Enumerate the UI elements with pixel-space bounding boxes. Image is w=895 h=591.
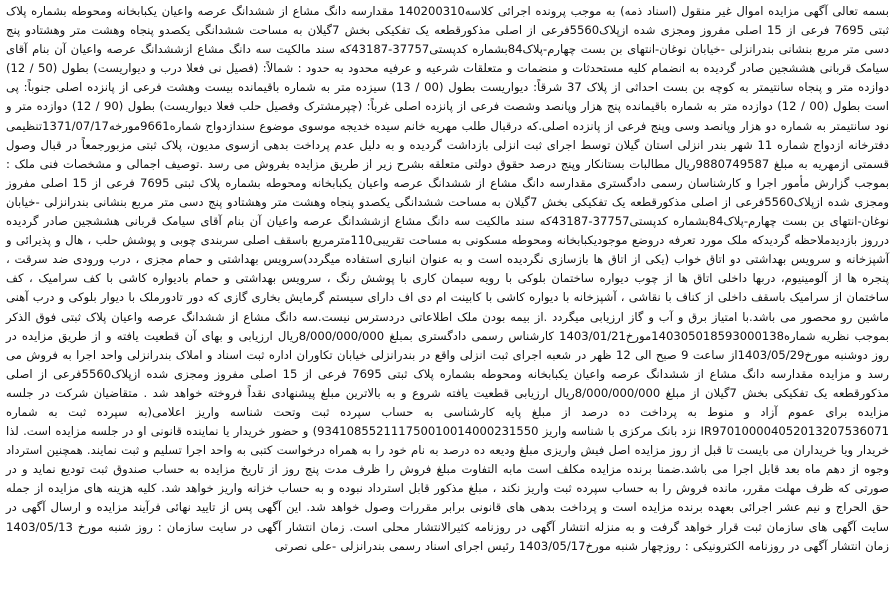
auction-notice-text: بسمه تعالی آگهی مزایده اموال غیر منقول (اسناد ذمه) به موجب پرونده اجرائی کلاسه140200310 مقدارسه دانگ مشاع از ششدانگ عرصه واعیان یکبابخانه ومحوطه بشماره پلاک ثبتی 7695 فرعی از 15 اصلی مفروز ومجزی شده ازپلاک5560فرعی از اصلی مذکورقطعه یک تفکیکی بخش 7گیلان به مساحت ششدانگی یکصدو پنجاه وهشت متر وهشتادو پنج دسی متر مربع بنشانی بندرانزلی -خیابان نوغان-انتهای بن بست چهارم-پلاک84بشماره کدپستی37757-43187که سند مالکیت سه دانگ مشاع ازششدانگ عرصه واعیان آن بنام آقای سیامک قربانی هششجین صادر گردیده به انضمام کلیه مستحدثات و منضمات و متعلقات شرعیه و عرفیه محدود به حدود : شمالاً: (فصیل نی فعلا درب و دیواریست) بطول (50 / 12) دوازده متر و پنجاه سانتیمتر به کوچه بن بست احداثی از پلاک 37 شرقاً: دیواریست بطول (00 / 13) سیزده متر به شماره باقیمانده بیست وهشت فرعی از پانزده اصلی جنوباً: پی است بطول (00 / 12) دوازده متر به شماره باقیمانده پنج هزار وپانصد وشصت فرعی از پانزده اصلی غرباً: (چپرمشترک وفصیل حلب فعلا دیواریست) بطول (90 / 12) دوازده متر و نود سانتیمتر به شماره دو هزار وپانصد وسی وپنج فرعی از پانزده اصلی.که درقبال طلب مهریه خانم سیده خدیجه موسوی موضوع سندازدواج شماره9661مورخه1371/07/17تنظیمی دفترخانه ازدواج شماره 11 شهر بندر انزلی استان گیلان توسط اجرای ثبت انزلی بازداشت گردیده و به دلیل عدم پرداخت بدهی ازسوی مدیون، پلاک ثبتی مزبورجمعاً در قبال وصول قسمتی ازمهریه به مبلغ 9880749587ریال مطالبات بستانکار وپنج درصد حقوق دولتی متعلقه بشرح زیر از طریق مزایده بفروش می رسد .توصیف اجمالی و مشخصات فنی ملک : بموجب گزارش مأمور اجرا و کارشناسان رسمی دادگستری مقدارسه دانگ مشاع از ششدانگ عرصه واعیان یکبابخانه ومحوطه بشماره پلاک ثبتی 7695 فرعی از 15 اصلی مفروز ومجزی شده ازپلاک5560فرعی از اصلی مذکورقطعه یک تفکیکی بخش 7گیلان به مساحت ششدانگی یکصدو پنجاه وهشت متر وهشتادو پنج دسی متر مربع بنشانی بندرانزلی -خیابان نوغان-انتهای بن بست چهارم-پلاک84بشماره کدپستی37757-43187که سند مالکیت سه دانگ مشاع ازششدانگ عرصه واعیان آن بنام آقای سیامک قربانی هششجین صادر گردیده درروز بازدیدملاحظه گردیدکه ملک مورد تعرفه دروضع موجودیکبابخانه ومحوطه مسکونی به مساحت تقریبی110مترمربع باسقف اصلی سربندی چوبی و پوشش حلب ، هال و پذیرائی و آشپزخانه و سرویس بهداشتی دو اتاق خواب (یکی از اتاق ها بازسازی نگردیده است و به عنوان انباری استفاده میگردد)سرویس بهداشتی و حمام مجزی ، درب ورودی ضد سرقت ، پنجره ها از آلومینیوم، دربها داخلی اتاق ها از چوب دیواره ساختمان بلوکی با رویه سیمان کاری با پوشش رنگ ، سرویس بهداشتی و حمام بادیواره کاشی با کف سرامیک ، کف ساختمان از سرامیک باسقف داخلی از کناف با نقاشی ، آشپزخانه با دیواره کاشی با کابینت ام دی اف دارای سیستم گرمایش بخاری گازی که دور تادورملک با دیوار بلوکی و درب آهنی ماشین رو محصور می باشد.با امتیاز برق و آب و گاز ارزیابی میگردد .از بیمه بودن ملک اطلاعاتی دردسترس نیست.سه دانگ مشاع از ششدانگ عرصه واعیان پلاک ثبتی فوق الذکر بموجب نظریه شماره140305018593000138مورخ1403/01/21 کارشناس رسمی دادگستری بمبلغ 8/000/000/000ریال ارزیابی و بهای آن قطعیت یافته و از طریق مزایده در روز دوشنبه مورخ1403/05/29از ساعت 9 صبح الی 12 ظهر در شعبه اجرای ثبت انزلی واقع در بندرانزلی خیابان تکاوران اداره ثبت اسناد و املاک بندرانزلی واحد اجرا به فروش می رسد و مزایده مقدارسه دانگ مشاع از ششدانگ عرصه واعیان یکبابخانه ومحوطه بشماره پلاک ثبتی 7695 فرعی از 15 اصلی مفروز ومجزی شده ازپلاک5560فرعی از اصلی مذکورقطعه یک تفکیکی بخش 7گیلان از مبلغ 8/000/000/000ریال ارزیابی قطعیت یافته شروع و به بالاترین مبلغ پیشنهادی نقداً فروخته خواهد شد . متقاضیان شرکت در جلسه مزایده برای عموم آزاد و منوط به پرداخت ده درصد از مبلغ پایه کارشناسی به حساب سپرده ثبت وتحت شناسه واریز اعلامی(به سپرده ثبت به شماره IR970100004052013207536071 نزد بانک مرکزی با شناسه واریز 934108552111750010014000231550) و حضور خریدار یا نماینده قانونی او در جلسه مزایده است. لذا خریدار ویا خریداران می بایست تا قبل از روز مزایده اصل فیش واریزی مبلغ ودیعه ده درصد به نام خود را به همراه درخواست کتبی به واحد اجرا تسلیم و ثبت نمایند. همچنین استرداد وجوه از دهم ماه بعد قابل اجرا می باشد.ضمنا برنده مزایده مکلف است مابه التفاوت مبلغ فروش را ظرف مدت پنج روز از تاریخ مزایده به حساب صندوق ثبت تودیع نماید و در صورتی که ظرف مهلت مقرر، مانده فروش را به حساب سپرده ثبت واریز نکند ، مبلغ مذکور قابل استرداد نبوده و به حساب خزانه واریز خواهد شد. کلیه هزینه های مزایده از جمله حق الحراج و نیم عشر اجرائی بعهده برنده مزایده است و پرداخت بدهی های قانونی برابر مقررات وصول خواهد شد. این آگهی پس از تایید نهائی فرآیند مزایده و ارسال آگهی در سایت آگهی های سازمان ثبت قرار خواهد گرفت و به منزله انتشار آگهی در روزنامه کثیرالانتشار محلی است. زمان انتشار آگهی در سایت سازمان : روز شنبه مورخ 1403/05/13 زمان انتشار آگهی در روزنامه الکترونیکی : روزچهار شنبه مورخ1403/05/17 رئیس اجرای اسناد رسمی بندرانزلی -علی نصرتی [6,4,890,553]
